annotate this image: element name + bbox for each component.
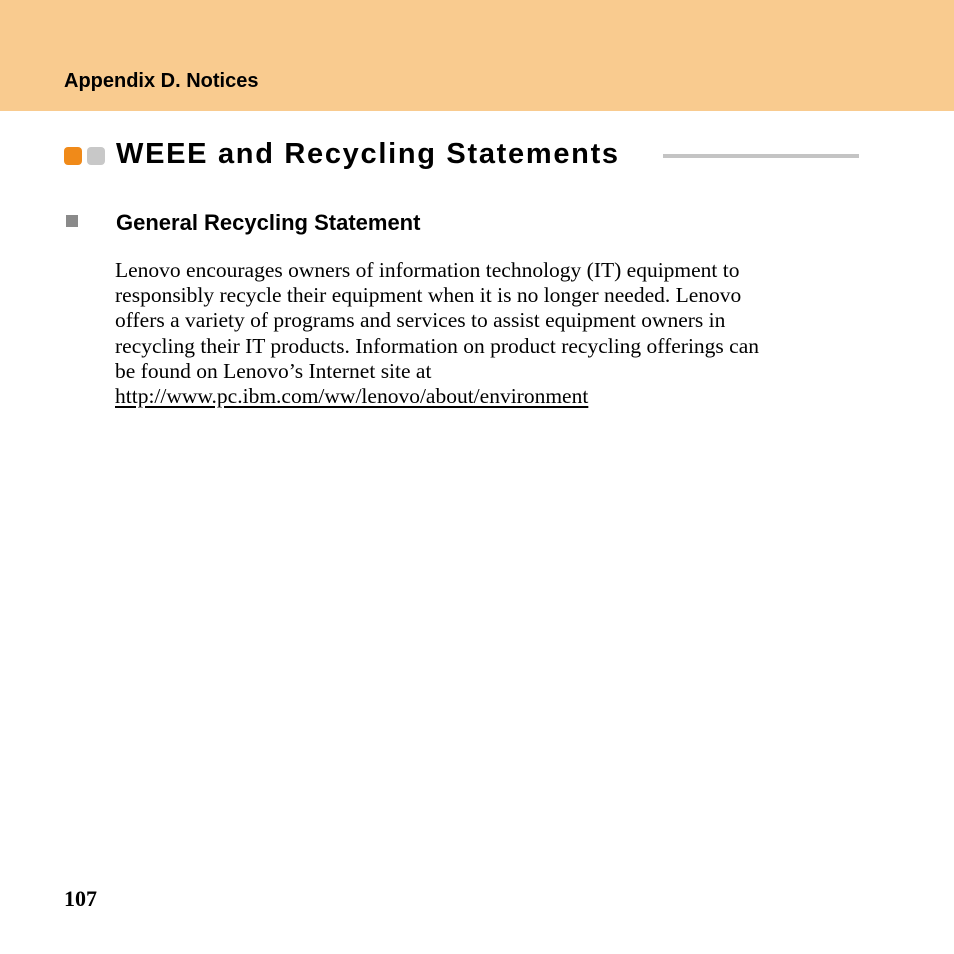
header-band bbox=[0, 0, 954, 111]
gray-square-icon bbox=[87, 147, 105, 165]
paragraph-line: recycling their IT products. Information on product recycling offerings can bbox=[115, 333, 759, 358]
section-marker bbox=[64, 147, 106, 165]
paragraph-line-link bbox=[115, 384, 875, 409]
title-rule bbox=[663, 154, 859, 158]
recycling-paragraph bbox=[115, 258, 875, 409]
orange-square-icon bbox=[64, 147, 82, 165]
section-title: WEEE and Recycling Statements bbox=[116, 138, 620, 170]
paragraph-line: offers a variety of programs and services to assist equipment owners in bbox=[115, 308, 726, 333]
paragraph-line: be found on Lenovo’s Internet site at bbox=[115, 358, 432, 383]
paragraph-line: responsibly recycle their equipment when it is no longer needed. Lenovo bbox=[115, 283, 742, 308]
paragraph-line: Lenovo encourages owners of information technology (IT) equipment to bbox=[115, 258, 740, 282]
subsection-title: General Recycling Statement bbox=[116, 210, 421, 235]
page-number: 107 bbox=[64, 886, 97, 911]
square-bullet-icon bbox=[66, 215, 78, 227]
header-title: Appendix D. Notices bbox=[64, 70, 259, 92]
environment-link[interactable]: http://www.pc.ibm.com/ww/lenovo/about/environment bbox=[115, 384, 589, 409]
